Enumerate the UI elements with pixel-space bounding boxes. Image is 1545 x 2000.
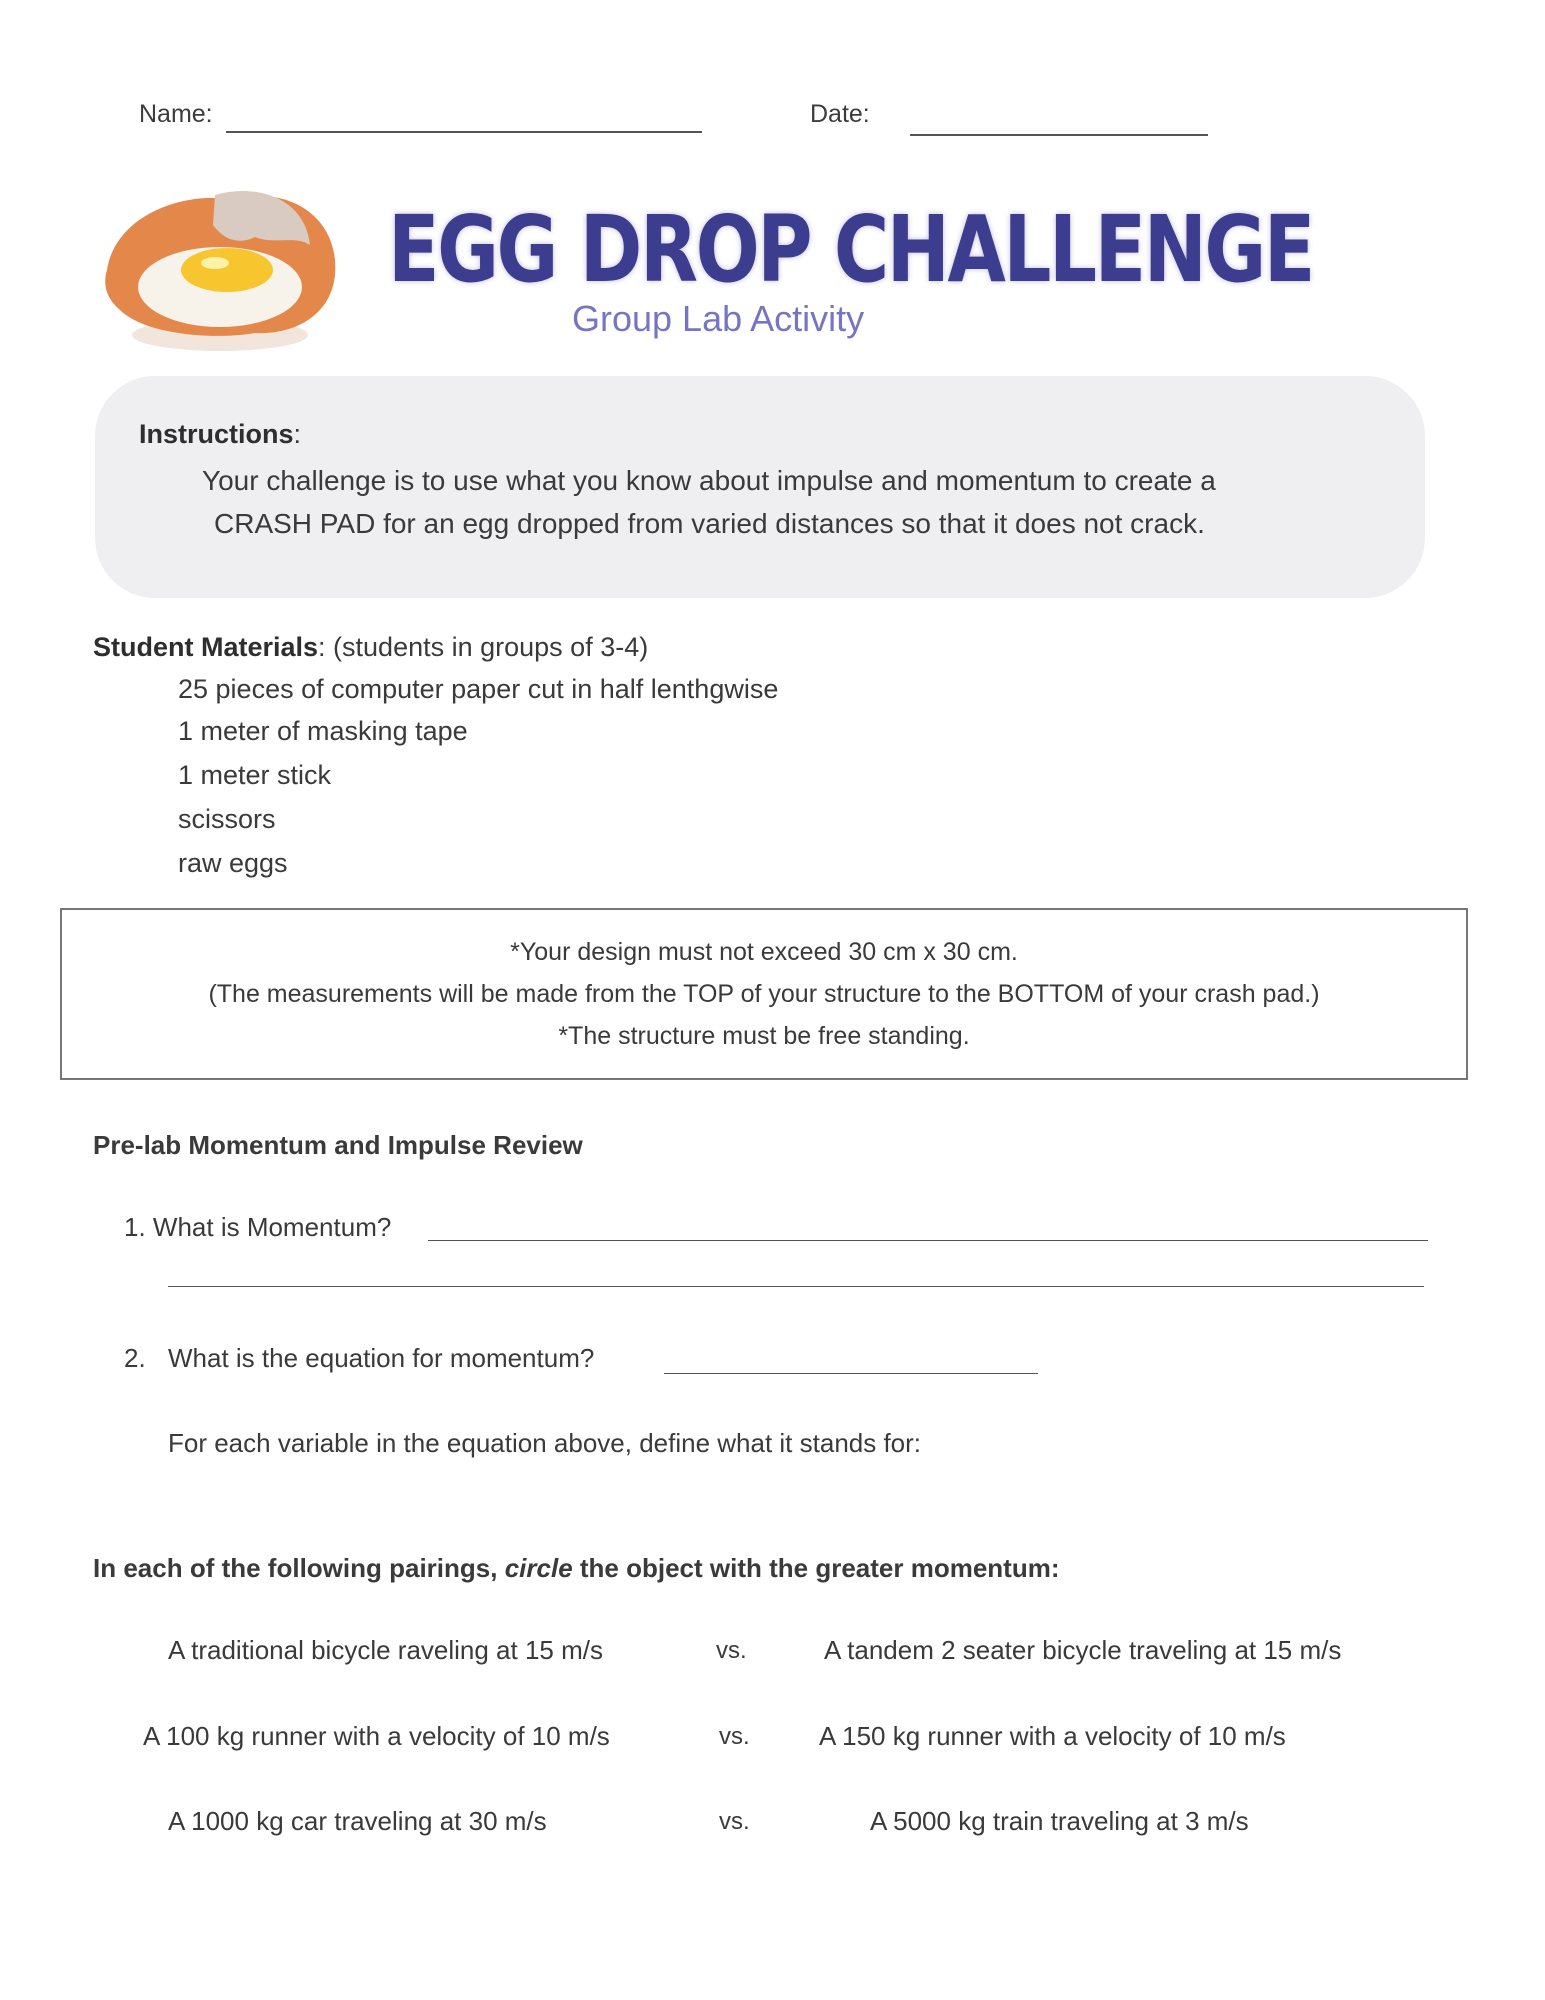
materials-item: 1 meter of masking tape xyxy=(178,716,468,746)
answer-line-1a[interactable] xyxy=(428,1240,1428,1241)
date-field[interactable] xyxy=(910,134,1208,136)
pair-3-right[interactable]: A 5000 kg train traveling at 3 m/s xyxy=(870,1806,1249,1836)
pairings-heading xyxy=(93,1553,1060,1584)
shell-inner-shape xyxy=(213,191,310,245)
instructions-line-1: Your challenge is to use what you know about impulse and momentum to create a xyxy=(202,465,1216,496)
cracked-egg-icon xyxy=(95,175,345,360)
page-subtitle: Group Lab Activity xyxy=(572,298,865,339)
rule-line-3: *The structure must be free standing. xyxy=(558,1022,970,1050)
materials-item: raw eggs xyxy=(178,848,288,878)
materials-label: Student Materials xyxy=(93,632,319,662)
page-title: EGG DROP CHALLENGE xyxy=(388,196,1313,303)
name-label: Name: xyxy=(139,100,213,128)
rule-line-1: *Your design must not exceed 30 cm x 30 cm. xyxy=(510,938,1018,966)
pair-1-vs: vs. xyxy=(716,1637,747,1664)
pair-2-right[interactable]: A 150 kg runner with a velocity of 10 m/s xyxy=(819,1721,1286,1751)
pair-3-left[interactable]: A 1000 kg car traveling at 30 m/s xyxy=(168,1806,547,1836)
materials-item: 1 meter stick xyxy=(178,760,332,790)
rule-line-2: (The measurements will be made from the TOP of your structure to the BOTTOM of your crash pad.) xyxy=(208,980,1320,1008)
question-1: 1. What is Momentum? xyxy=(124,1212,392,1242)
date-label: Date: xyxy=(810,100,870,128)
instructions-label: Instructions xyxy=(139,419,294,449)
pair-3-vs: vs. xyxy=(719,1808,750,1835)
materials-item: 25 pieces of computer paper cut in half lenthgwise xyxy=(178,674,779,704)
pairings-heading-b: the object with the greater momentum: xyxy=(579,1553,1060,1583)
materials-heading xyxy=(93,632,648,663)
materials-note: : (students in groups of 3-4) xyxy=(318,632,649,662)
instructions-colon: : xyxy=(293,419,302,449)
pair-2-left[interactable]: A 100 kg runner with a velocity of 10 m/s xyxy=(143,1721,610,1751)
question-2: What is the equation for momentum? xyxy=(168,1343,595,1373)
instructions-line-2: CRASH PAD for an egg dropped from varied distances so that it does not crack. xyxy=(214,508,1205,539)
answer-line-2[interactable] xyxy=(664,1373,1038,1374)
yolk-shape xyxy=(181,248,273,292)
question-2-number: 2. xyxy=(124,1343,146,1373)
pair-1-left[interactable]: A traditional bicycle raveling at 15 m/s xyxy=(168,1635,603,1665)
yolk-highlight-shape xyxy=(201,257,229,269)
variables-prompt: For each variable in the equation above, define what it stands for: xyxy=(168,1428,922,1458)
pair-2-vs: vs. xyxy=(719,1723,750,1750)
prelab-heading: Pre-lab Momentum and Impulse Review xyxy=(93,1130,583,1160)
answer-line-1b[interactable] xyxy=(168,1286,1424,1287)
pair-1-right[interactable]: A tandem 2 seater bicycle traveling at 15 m/s xyxy=(824,1635,1342,1665)
name-field[interactable] xyxy=(226,131,702,133)
design-rules-box xyxy=(60,908,1468,1080)
materials-item: scissors xyxy=(178,804,276,834)
pairings-heading-circle: circle xyxy=(504,1553,573,1583)
instructions-heading xyxy=(139,419,301,450)
pairings-heading-a: In each of the following pairings, xyxy=(93,1553,498,1583)
